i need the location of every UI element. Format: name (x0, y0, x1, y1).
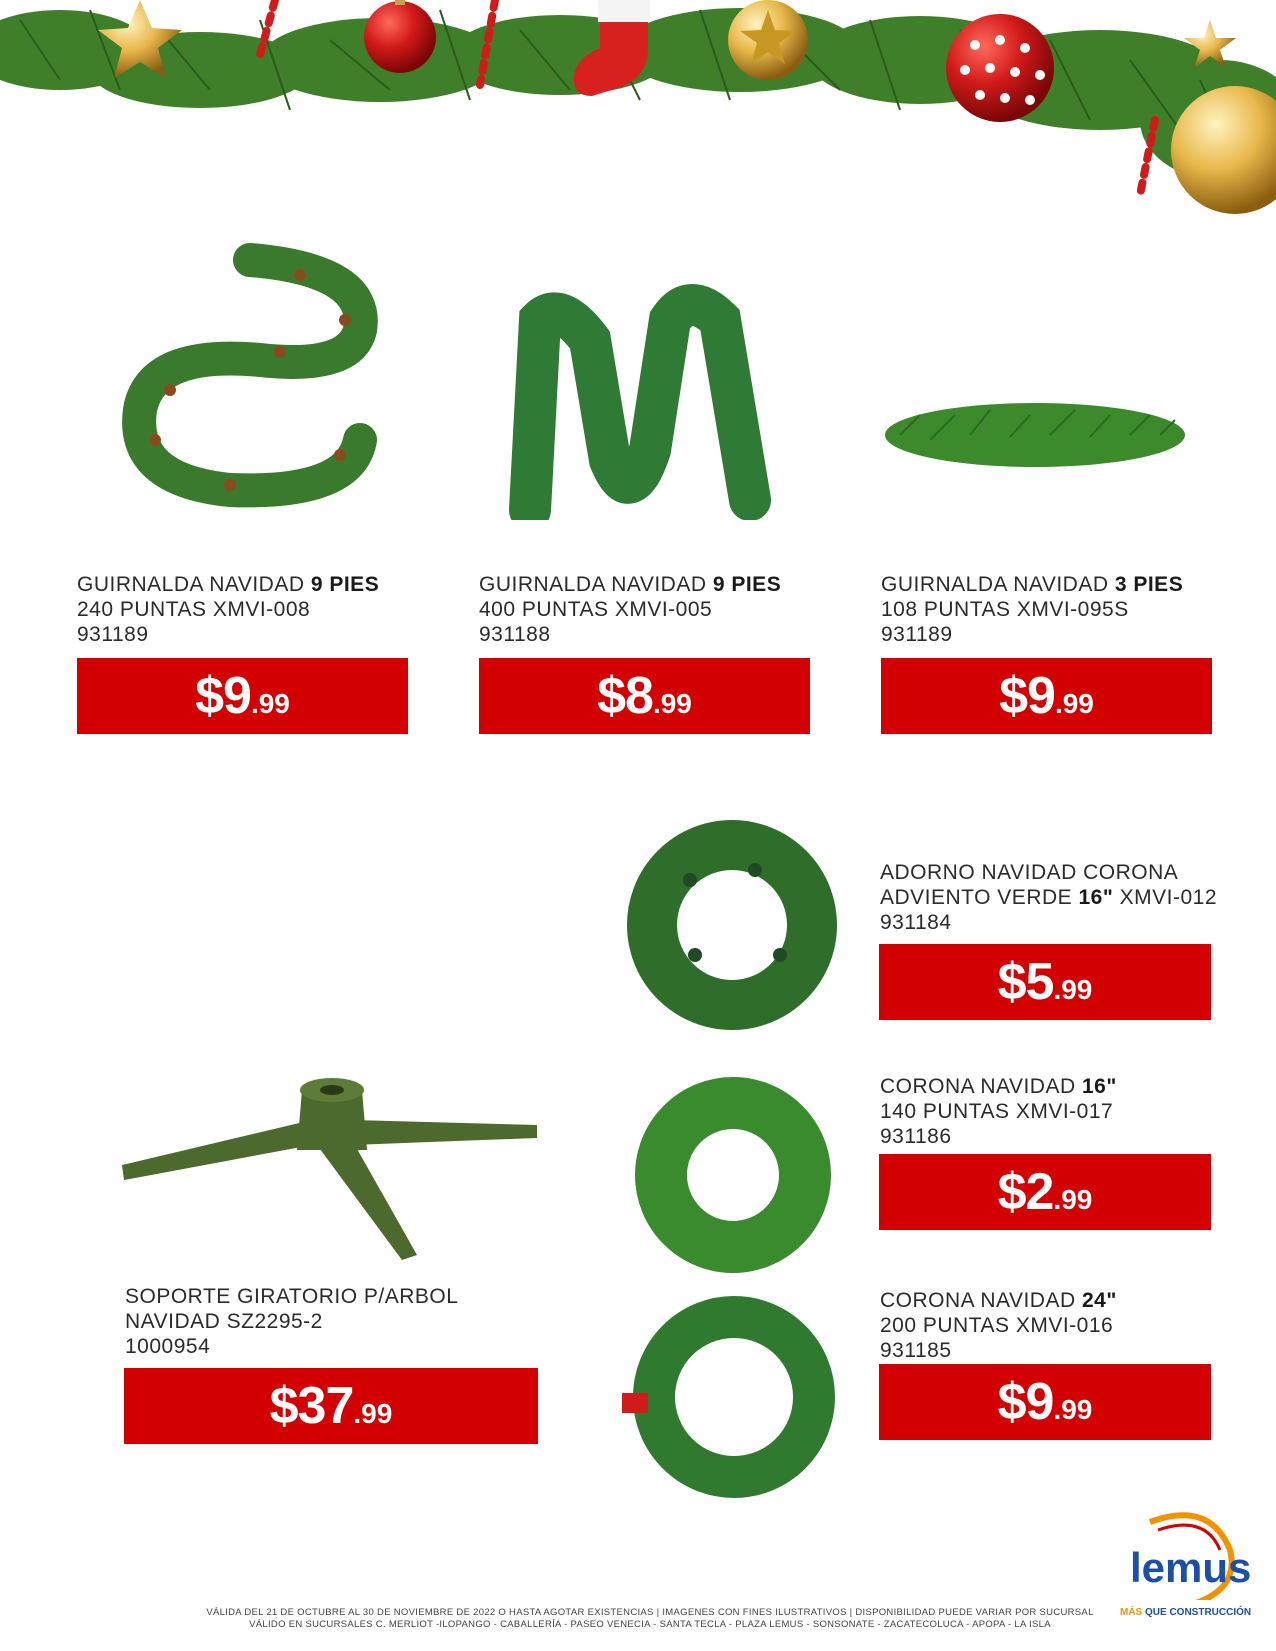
product-4-price: $5 .99 (879, 944, 1211, 1020)
product-2-price: $8 .99 (479, 658, 810, 734)
garland-image-3ft-108 (880, 395, 1190, 475)
product-5-name: CORONA NAVIDAD 16" (880, 1075, 1117, 1098)
product-3-price: $9 .99 (881, 658, 1212, 734)
product-7-detail: NAVIDAD SZ2295-2 (125, 1310, 323, 1333)
product-5-detail: 140 PUNTAS XMVI-017 (880, 1100, 1114, 1123)
product-6-detail: 200 PUNTAS XMVI-016 (880, 1314, 1114, 1337)
product-6-name: CORONA NAVIDAD 24" (880, 1289, 1117, 1312)
footer-branches: VÁLIDO EN SUCURSALES C. MERLIOT -ILOPANGO - CABALLERÍA - PASEO VENECIA - SANTA TECLA - PLAZA LEMUS - SONSONATE - ZACATECOLUCA - APOPA - LA ISLA (249, 1619, 1051, 1630)
garland-image-9ft-240 (110, 240, 390, 525)
product-2-name: GUIRNALDA NAVIDAD 9 PIES (479, 573, 782, 596)
product-2-text (479, 572, 781, 647)
product-4-code: 931184 (880, 911, 952, 934)
lemus-logo-mark (1120, 1510, 1255, 1600)
product-5-price: $2 .99 (879, 1154, 1211, 1230)
product-6-price: $9 .99 (879, 1364, 1211, 1440)
product-7-code: 1000954 (125, 1335, 211, 1358)
lemus-logo (1120, 1510, 1255, 1630)
product-2-detail: 400 PUNTAS XMVI-005 (479, 598, 713, 621)
footer-legal (150, 1607, 1150, 1631)
product-2-code: 931188 (479, 623, 551, 646)
product-6-code: 931185 (880, 1339, 952, 1362)
product-5-code: 931186 (880, 1125, 952, 1148)
tree-stand-image (112, 1050, 542, 1275)
product-6-text (880, 1288, 1117, 1363)
product-5-text (880, 1074, 1117, 1149)
product-1-detail: 240 PUNTAS XMVI-008 (77, 598, 311, 621)
product-3-name: GUIRNALDA NAVIDAD 3 PIES (881, 573, 1184, 596)
product-3-text (881, 572, 1183, 647)
product-7-name: SOPORTE GIRATORIO P/ARBOL (125, 1285, 459, 1308)
product-1-name: GUIRNALDA NAVIDAD 9 PIES (77, 573, 380, 596)
product-1-text (77, 572, 379, 647)
footer-validity: VÁLIDA DEL 21 DE OCTUBRE AL 30 DE NOVIEMBRE DE 2022 O HASTA AGOTAR EXISTENCIAS | IMAGENES CON FINES ILUSTRATIVOS | DISPONIBILIDAD PUEDE VARIAR POR SUCURSAL (206, 1607, 1094, 1618)
logo-tagline: MÁS QUE CONSTRUCCIÓN (1120, 1607, 1252, 1618)
product-4-name: ADORNO NAVIDAD CORONA (880, 861, 1179, 884)
advent-wreath-image (620, 815, 845, 1035)
product-3-code: 931189 (881, 623, 953, 646)
product-4-text (880, 860, 1217, 935)
product-1-code: 931189 (77, 623, 149, 646)
wreath-16-image (628, 1075, 838, 1275)
garland-image-9ft-400 (500, 280, 800, 520)
product-7-price: $37 .99 (124, 1368, 538, 1444)
product-3-detail: 108 PUNTAS XMVI-095S (881, 598, 1129, 621)
product-7-text (125, 1284, 458, 1359)
christmas-garland-banner (0, 0, 1276, 225)
wreath-24-image (622, 1285, 847, 1510)
product-4-detail: ADVIENTO VERDE 16" XMVI-012 (880, 886, 1218, 909)
logo-wordmark: lemus (1130, 1544, 1252, 1591)
product-1-price: $9 .99 (77, 658, 408, 734)
